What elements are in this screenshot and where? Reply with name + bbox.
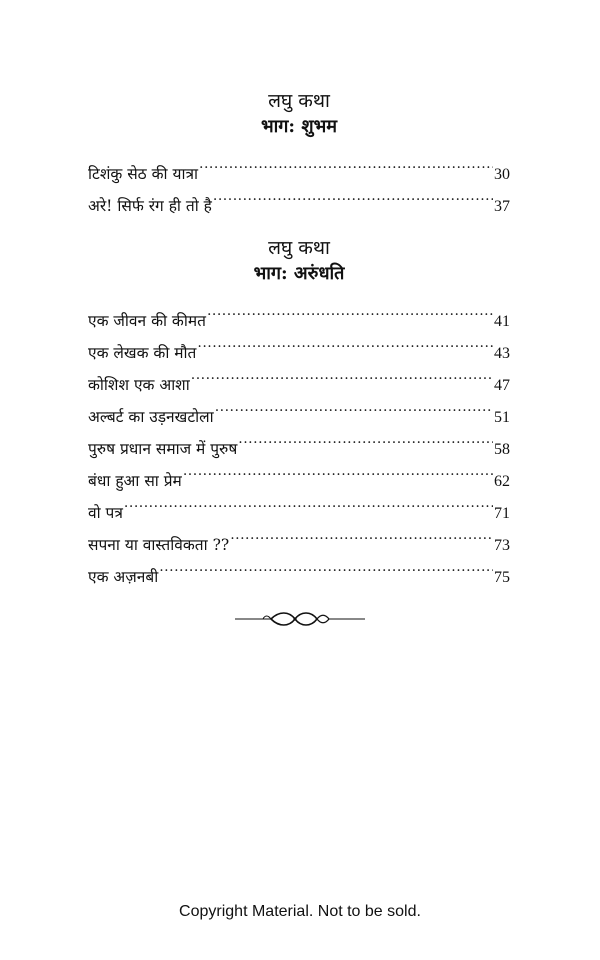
toc-entry-title: अल्बर्ट का उड़नखटोला	[88, 408, 214, 426]
dot-leader	[213, 179, 493, 211]
toc-entry-page: 75	[494, 569, 510, 586]
dot-leader	[199, 147, 493, 179]
toc-entry[interactable]	[88, 294, 510, 330]
toc-list	[88, 294, 510, 586]
dot-leader	[197, 326, 493, 358]
toc-section-shubham	[88, 90, 510, 215]
toc-entry-title: अरे! सिर्फ रंग ही तो है	[88, 197, 212, 215]
section-subheading: भाग: अरुंधति	[253, 263, 345, 284]
toc-entry-page: 30	[494, 166, 510, 183]
toc-entry-title: पुरुष प्रधान समाज में पुरुष	[88, 440, 238, 458]
toc-entry-page: 47	[494, 377, 510, 394]
toc-entry-title: एक लेखक की मौत	[88, 344, 197, 362]
toc-entry-title: वो पत्र	[88, 504, 123, 522]
dot-leader	[183, 454, 493, 486]
toc-entry-page: 43	[494, 345, 510, 362]
toc-list	[88, 147, 510, 215]
toc-entry[interactable]	[88, 518, 510, 554]
toc-entry-page: 62	[494, 473, 510, 490]
toc-entry-title: एक जीवन की कीमत	[88, 312, 206, 330]
dot-leader	[215, 390, 493, 422]
toc-section-arundhati	[88, 237, 510, 586]
section-subheading: भाग: शुभम	[260, 116, 338, 137]
toc-entry-title: कोशिश एक आशा	[88, 376, 190, 394]
toc-entry-page: 58	[494, 441, 510, 458]
toc-entry-page: 51	[494, 409, 510, 426]
toc-entry-title: बंधा हुआ सा प्रेम	[88, 472, 182, 490]
decorative-flourish-icon	[235, 605, 365, 633]
toc-entry-title: टिशंकु सेठ की यात्रा	[88, 165, 199, 183]
dot-leader	[207, 294, 493, 326]
copyright-notice: Copyright Material. Not to be sold.	[179, 903, 421, 920]
dot-leader	[124, 486, 493, 518]
toc-entry-title: एक अज़नबी	[88, 568, 159, 586]
dot-leader	[191, 358, 493, 390]
toc-entry[interactable]	[88, 486, 510, 522]
dot-leader	[230, 518, 493, 550]
toc-entry-page: 37	[494, 198, 510, 215]
dot-leader	[238, 422, 493, 454]
toc-entry-title: सपना या वास्तविकता ??	[88, 536, 230, 554]
toc-entry-page: 73	[494, 537, 510, 554]
toc-entry-page: 41	[494, 313, 510, 330]
toc-entry[interactable]	[88, 147, 510, 183]
dot-leader	[159, 550, 493, 582]
section-heading: लघु कथा	[268, 90, 330, 112]
toc-entry-page: 71	[494, 505, 510, 522]
section-heading: लघु कथा	[268, 237, 330, 259]
